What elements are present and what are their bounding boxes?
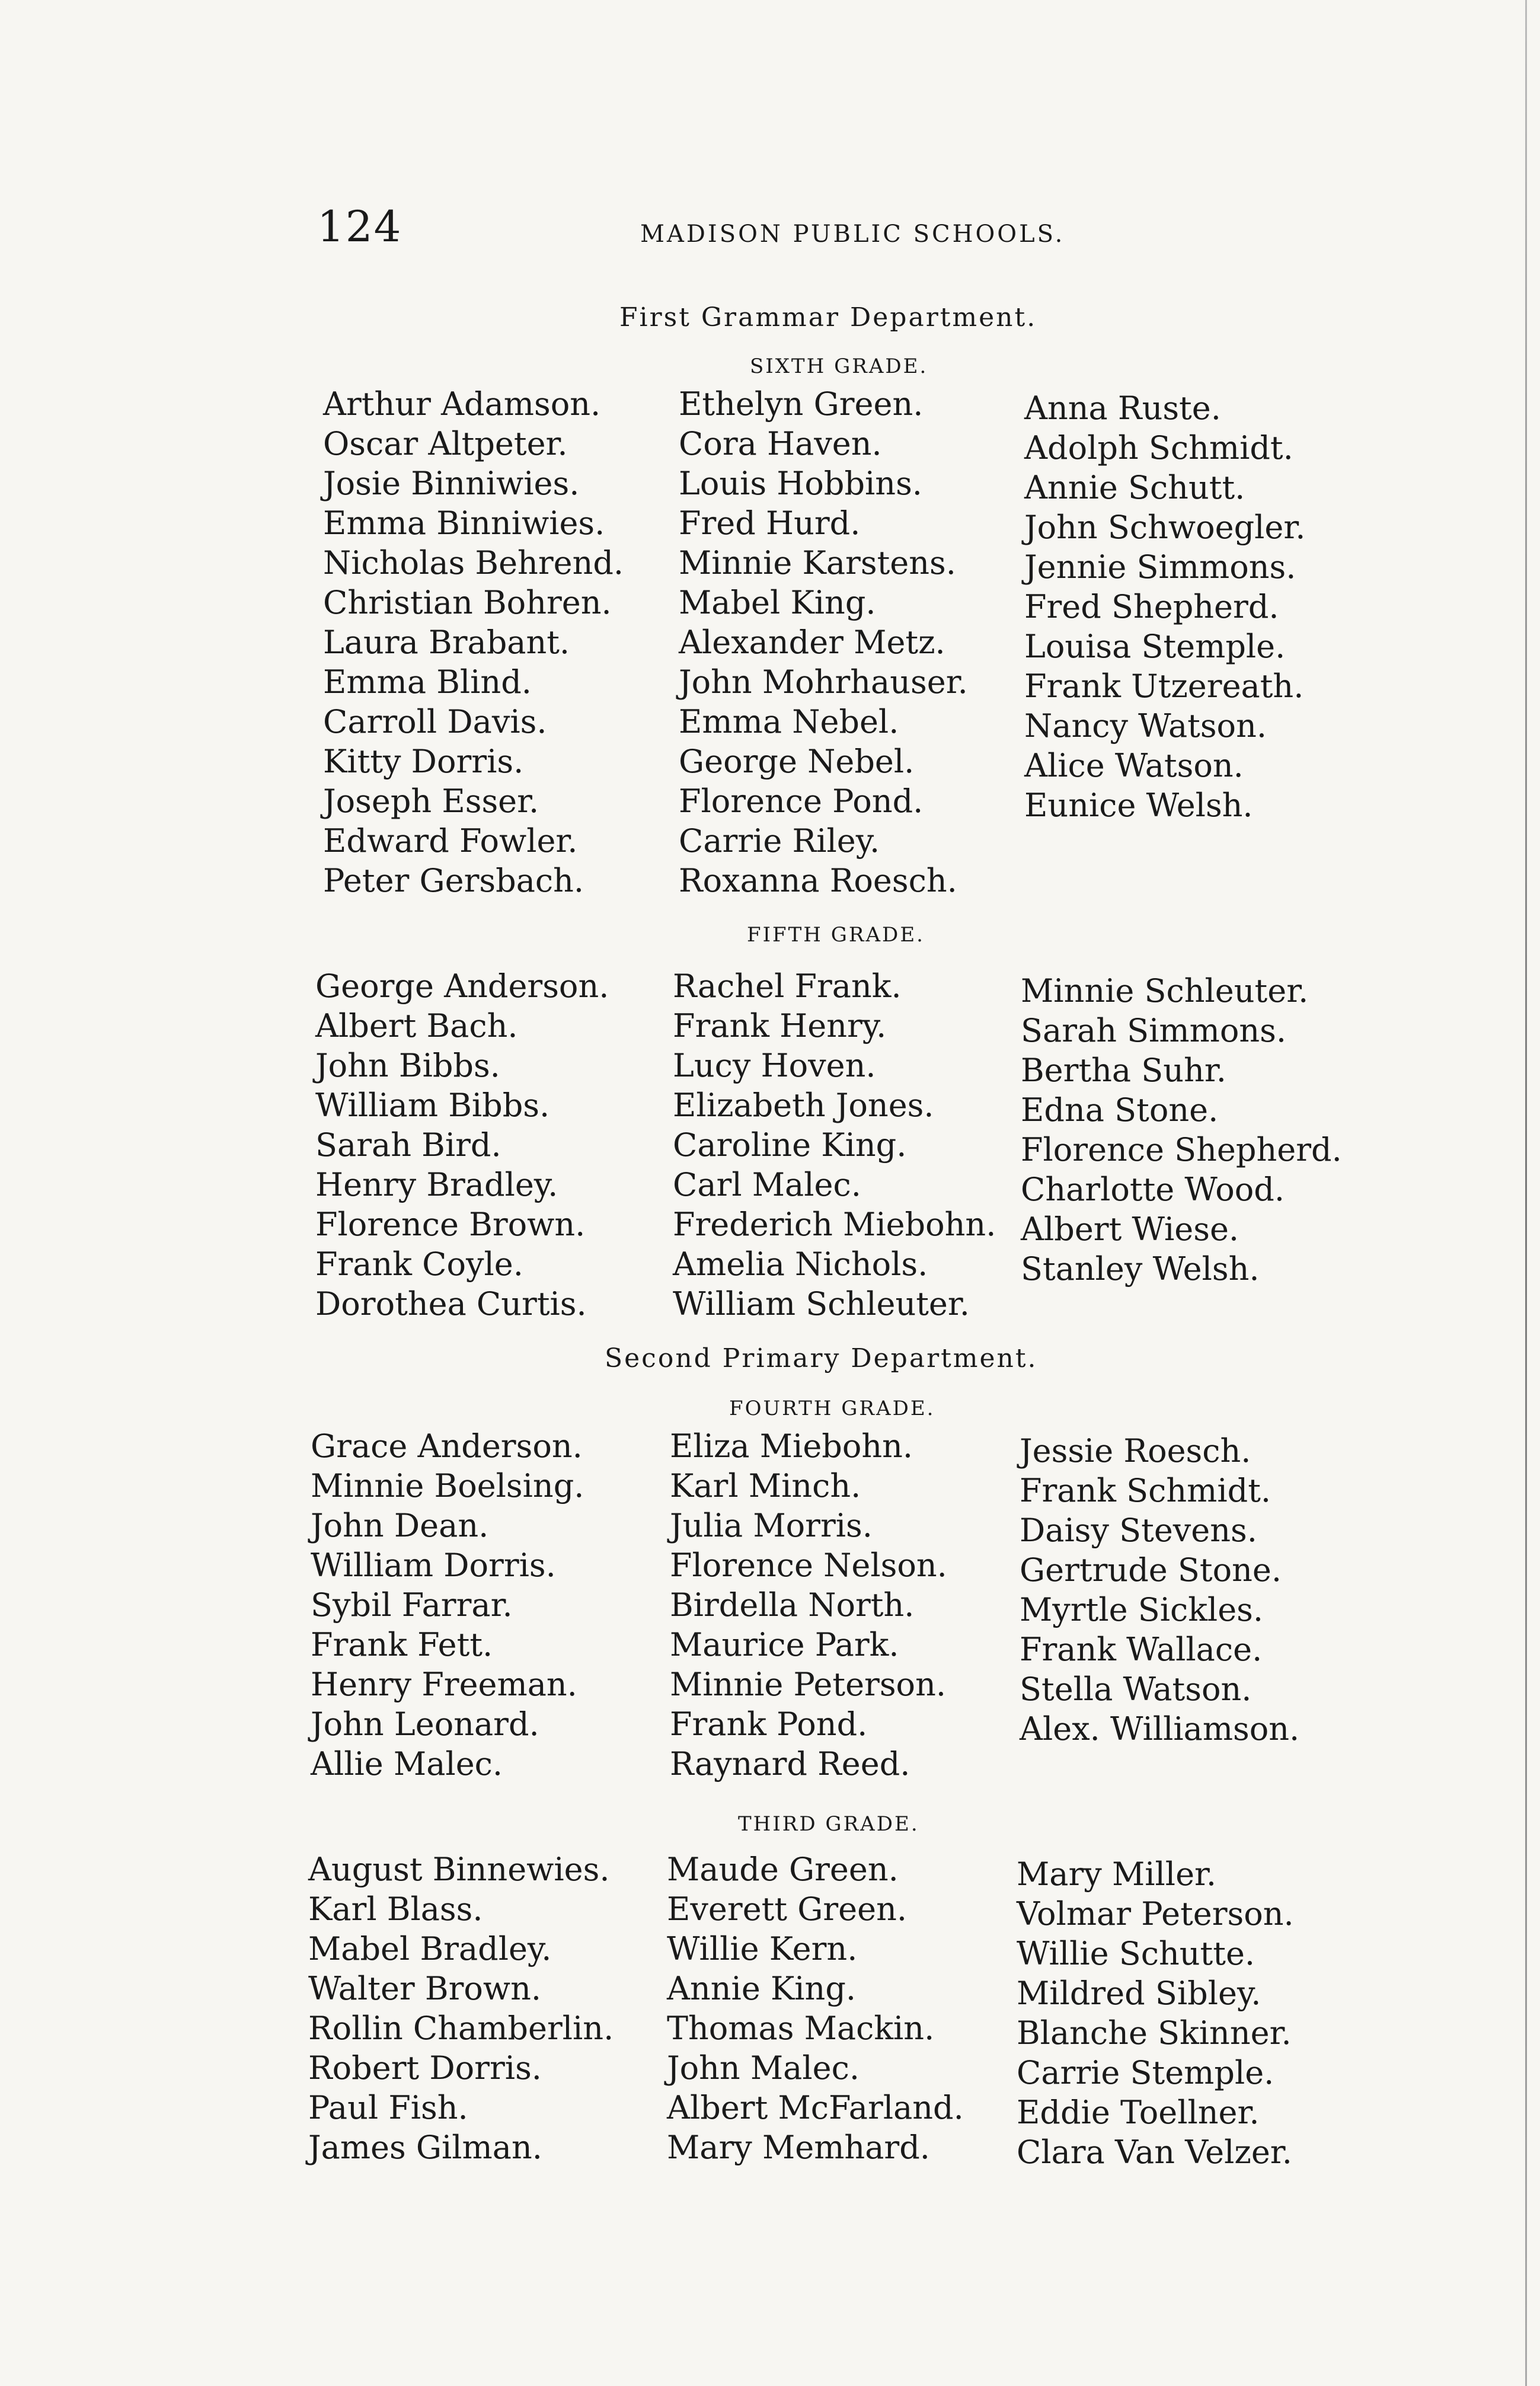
grade-heading-fifth: FIFTH GRADE. — [747, 923, 925, 947]
student-name: Bertha Suhr. — [1021, 1052, 1226, 1089]
student-name: Frank Wallace. — [1020, 1631, 1263, 1668]
student-name: Frank Utzereath. — [1024, 667, 1304, 705]
student-name: Willie Kern. — [667, 1930, 858, 1967]
student-name: Eliza Miebohn. — [670, 1427, 913, 1465]
student-name: Florence Brown. — [315, 1206, 586, 1243]
student-name: Florence Nelson. — [670, 1547, 947, 1584]
student-name: Henry Bradley. — [315, 1166, 558, 1203]
student-name: Emma Nebel. — [679, 703, 899, 740]
student-name: Dorothea Curtis. — [315, 1285, 587, 1323]
running-head: MADISON PUBLIC SCHOOLS. — [640, 221, 1065, 248]
student-name: Willie Schutte. — [1017, 1935, 1255, 1972]
student-name: Grace Anderson. — [311, 1427, 583, 1465]
student-name: Birdella North. — [670, 1586, 915, 1624]
student-name: Annie King. — [667, 1970, 857, 2007]
name-column-third-1 — [308, 1850, 614, 2167]
student-name: Lucy Hoven. — [673, 1047, 876, 1084]
student-name: Sybil Farrar. — [311, 1586, 513, 1624]
student-name: John Bibbs. — [315, 1047, 500, 1084]
student-name: Frank Henry. — [673, 1007, 887, 1045]
page-edge-line — [1525, 0, 1527, 2386]
student-name: John Malec. — [667, 2049, 860, 2087]
name-column-sixth-1 — [323, 384, 624, 900]
student-name: Louisa Stemple. — [1024, 628, 1286, 665]
student-name: Jennie Simmons. — [1024, 548, 1296, 586]
student-name: William Schleuter. — [673, 1285, 970, 1323]
student-name: Kitty Dorris. — [323, 743, 524, 780]
student-name: Nicholas Behrend. — [323, 544, 624, 582]
student-name: Maude Green. — [667, 1851, 899, 1888]
student-name: Minnie Schleuter. — [1021, 972, 1309, 1010]
student-name: Adolph Schmidt. — [1024, 429, 1293, 467]
student-name: Gertrude Stone. — [1020, 1551, 1282, 1589]
student-name: George Nebel. — [679, 743, 915, 780]
student-name: Florence Shepherd. — [1021, 1131, 1342, 1168]
student-name: Stanley Welsh. — [1021, 1250, 1260, 1288]
student-name: Eddie Toellner. — [1017, 2094, 1260, 2131]
student-name: Annie Schutt. — [1024, 469, 1245, 506]
student-name: William Dorris. — [311, 1547, 556, 1584]
student-name: John Leonard. — [311, 1705, 539, 1743]
student-name: Emma Binniwies. — [323, 504, 605, 542]
student-name: Raynard Reed. — [670, 1745, 910, 1783]
student-name: Alex. Williamson. — [1020, 1710, 1300, 1748]
student-name: Albert McFarland. — [667, 2089, 964, 2126]
student-name: Blanche Skinner. — [1017, 2014, 1292, 2052]
student-name: Henry Freeman. — [311, 1666, 577, 1703]
student-name: Carl Malec. — [673, 1166, 861, 1203]
student-name: Oscar Altpeter. — [323, 425, 568, 462]
student-name: Paul Fish. — [308, 2089, 468, 2126]
student-name: Charlotte Wood. — [1021, 1171, 1285, 1208]
student-name: Frank Fett. — [311, 1626, 493, 1663]
student-name: Walter Brown. — [308, 1970, 542, 2007]
student-name: James Gilman. — [308, 2129, 542, 2166]
grade-heading-sixth: SIXTH GRADE. — [750, 354, 928, 378]
student-name: Stella Watson. — [1020, 1670, 1252, 1708]
student-name: Peter Gersbach. — [323, 862, 584, 899]
student-name: Edward Fowler. — [323, 822, 578, 860]
student-name: Edna Stone. — [1021, 1091, 1219, 1129]
student-name: Alexander Metz. — [679, 624, 945, 661]
student-name: Carrie Riley. — [679, 822, 880, 860]
student-name: Caroline King. — [673, 1126, 907, 1164]
student-name: Roxanna Roesch. — [679, 862, 957, 899]
page-number: 124 — [317, 202, 402, 251]
student-name: Arthur Adamson. — [323, 385, 601, 423]
student-name: Jessie Roesch. — [1020, 1432, 1251, 1470]
name-column-third-3 — [1017, 1854, 1294, 2172]
student-name: Robert Dorris. — [308, 2049, 542, 2087]
student-name: Minnie Karstens. — [679, 544, 956, 582]
name-column-fourth-1 — [311, 1426, 584, 1784]
student-name: Christian Bohren. — [323, 584, 612, 621]
student-name: Louis Hobbins. — [679, 465, 922, 502]
student-name: Laura Brabant. — [323, 624, 570, 661]
name-column-fourth-2 — [670, 1426, 947, 1784]
student-name: Volmar Peterson. — [1017, 1895, 1294, 1933]
student-name: Carroll Davis. — [323, 703, 547, 740]
student-name: Joseph Esser. — [323, 782, 539, 820]
student-name: Frank Coyle. — [315, 1245, 523, 1283]
student-name: Mary Miller. — [1017, 1855, 1217, 1893]
student-name: Rollin Chamberlin. — [308, 2010, 614, 2047]
student-name: Julia Morris. — [670, 1507, 873, 1544]
student-name: Frank Pond. — [670, 1705, 868, 1743]
student-name: Mary Memhard. — [667, 2129, 930, 2166]
student-name: Albert Bach. — [315, 1007, 518, 1045]
student-name: Josie Binniwies. — [323, 465, 580, 502]
student-name: Fred Hurd. — [679, 504, 861, 542]
student-name: Karl Blass. — [308, 1890, 483, 1928]
student-name: William Bibbs. — [315, 1087, 550, 1124]
student-name: John Dean. — [311, 1507, 489, 1544]
student-name: Mabel King. — [679, 584, 876, 621]
name-column-sixth-3 — [1024, 388, 1305, 825]
student-name: Allie Malec. — [311, 1745, 503, 1783]
student-name: Maurice Park. — [670, 1626, 899, 1663]
student-name: John Mohrhauser. — [679, 663, 968, 701]
student-name: John Schwoegler. — [1024, 509, 1306, 546]
student-name: George Anderson. — [315, 967, 609, 1005]
student-name: Daisy Stevens. — [1020, 1512, 1257, 1549]
student-name: Mildred Sibley. — [1017, 1975, 1261, 2012]
student-name: Myrtle Sickles. — [1020, 1591, 1264, 1628]
student-name: Thomas Mackin. — [667, 2010, 935, 2047]
student-name: Everett Green. — [667, 1890, 908, 1928]
student-name: Cora Haven. — [679, 425, 882, 462]
grade-heading-fourth: FOURTH GRADE. — [729, 1397, 935, 1420]
student-name: Eunice Welsh. — [1024, 787, 1253, 824]
name-column-fifth-1 — [315, 966, 609, 1324]
student-name: Elizabeth Jones. — [673, 1087, 934, 1124]
student-name: Mabel Bradley. — [308, 1930, 552, 1967]
student-name: Carrie Stemple. — [1017, 2054, 1274, 2091]
student-name: Sarah Simmons. — [1021, 1012, 1286, 1049]
student-name: Karl Minch. — [670, 1467, 861, 1505]
student-name: Albert Wiese. — [1021, 1210, 1239, 1248]
student-name: Alice Watson. — [1024, 747, 1244, 784]
student-name: Minnie Boelsing. — [311, 1467, 584, 1505]
department-heading-first-grammar: First Grammar Department. — [619, 302, 1037, 333]
name-column-fourth-3 — [1020, 1431, 1299, 1749]
student-name: Ethelyn Green. — [679, 385, 924, 423]
name-column-sixth-2 — [679, 384, 968, 900]
student-name: Minnie Peterson. — [670, 1666, 947, 1703]
name-column-third-2 — [667, 1850, 964, 2167]
student-name: Nancy Watson. — [1024, 707, 1267, 745]
student-name: Amelia Nichols. — [673, 1245, 928, 1283]
student-name: Sarah Bird. — [315, 1126, 501, 1164]
student-name: Fred Shepherd. — [1024, 588, 1279, 625]
student-name: August Binnewies. — [308, 1851, 610, 1888]
student-name: Clara Van Velzer. — [1017, 2133, 1292, 2171]
name-column-fifth-2 — [673, 966, 996, 1324]
student-name: Rachel Frank. — [673, 967, 902, 1005]
name-column-fifth-3 — [1021, 971, 1342, 1289]
department-heading-second-primary: Second Primary Department. — [605, 1343, 1038, 1374]
student-name: Frank Schmidt. — [1020, 1472, 1271, 1509]
grade-heading-third: THIRD GRADE. — [738, 1812, 919, 1836]
student-name: Anna Ruste. — [1024, 389, 1221, 427]
student-name: Frederich Miebohn. — [673, 1206, 996, 1243]
student-name: Florence Pond. — [679, 782, 924, 820]
student-name: Emma Blind. — [323, 663, 532, 701]
